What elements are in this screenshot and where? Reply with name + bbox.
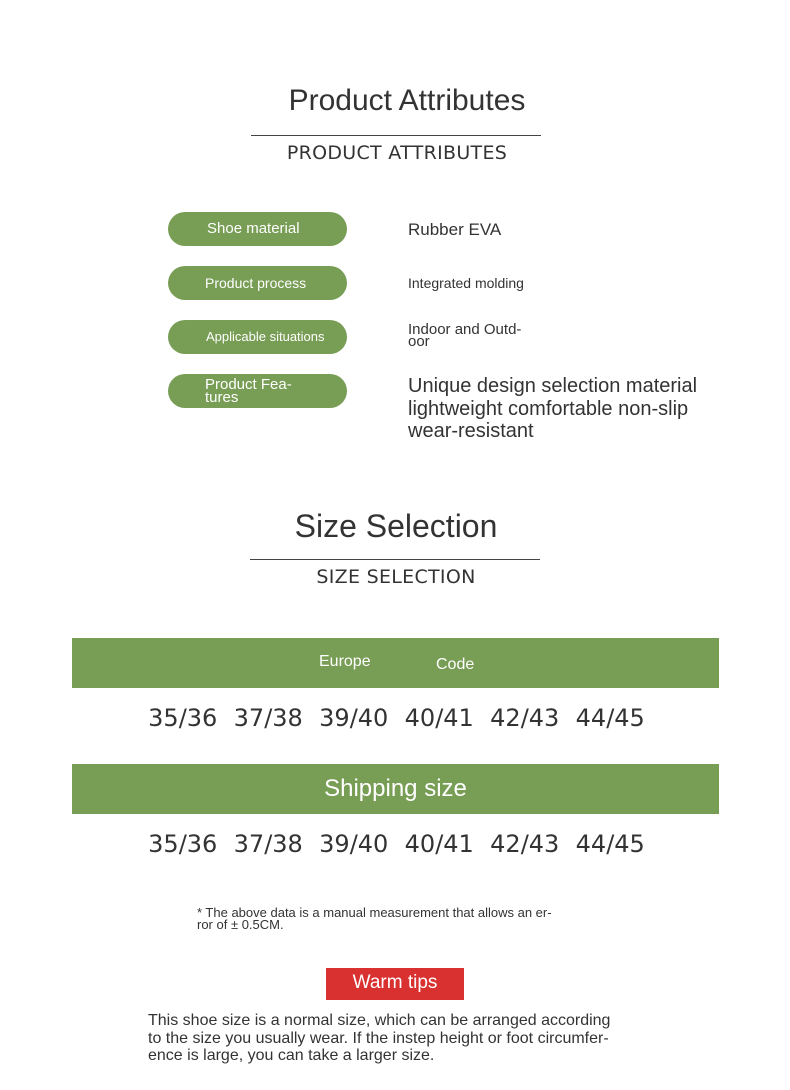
tips-line: This shoe size is a normal size, which can be arranged according (148, 1012, 611, 1029)
warm-tips-badge (326, 968, 464, 1000)
warm-tips-label: Warm tips (352, 971, 438, 993)
attribute-label-product-features (168, 374, 347, 408)
attributes-title: Product Attributes (288, 84, 526, 117)
size-cell: 40/41 (404, 704, 474, 732)
europe-header-word: Europe (319, 653, 371, 670)
attribute-value-product-process: Integrated molding (408, 275, 524, 291)
attribute-value-line: lightweight comfortable non-slip (408, 397, 689, 420)
attribute-label-text: Applicable situations (206, 329, 325, 345)
attribute-value-line: oor (408, 333, 430, 350)
attribute-label-text: Product Fea- (205, 376, 292, 393)
size-title: Size Selection (294, 508, 498, 544)
shipping-sizes-row (140, 830, 660, 858)
size-cell: 42/43 (490, 704, 560, 732)
size-cell: 35/36 (148, 704, 218, 732)
size-cell: 42/43 (490, 830, 560, 858)
attribute-label-product-process (168, 266, 347, 300)
size-cell: 37/38 (233, 704, 303, 732)
europe-sizes-row (140, 704, 660, 732)
attribute-value-applicable-situations (408, 321, 522, 350)
size-subtitle: SIZE SELECTION (316, 566, 476, 588)
size-divider (250, 559, 540, 560)
shipping-size-label: Shipping size (324, 775, 467, 802)
attributes-subtitle: PRODUCT ATTRIBUTES (286, 142, 508, 164)
size-cell: 37/38 (233, 830, 303, 858)
attribute-label-text: tures (205, 389, 239, 406)
tips-line: to the size you usually wear. If the instep height or foot circumfer- (148, 1029, 609, 1047)
size-cell: 44/45 (575, 704, 645, 732)
attribute-value-line: wear-resistant (408, 420, 534, 442)
attribute-value-line: Unique design selection material (408, 375, 698, 397)
size-cell: 35/36 (148, 830, 218, 858)
attribute-value-line: Indoor and Outd- (408, 321, 522, 338)
note-line: ror of ± 0.5CM. (197, 917, 284, 932)
europe-code-header (72, 638, 719, 688)
attributes-divider (251, 135, 541, 136)
attribute-value-shoe-material: Rubber EVA (408, 220, 502, 239)
note-line: * The above data is a manual measurement that allows an er- (197, 905, 552, 920)
code-header-word: Code (436, 656, 475, 673)
attribute-label-applicable-situations (168, 320, 347, 354)
size-cell: 39/40 (319, 704, 389, 732)
size-cell: 44/45 (575, 830, 645, 858)
size-cell: 40/41 (404, 830, 474, 858)
tips-line: ence is large, you can take a larger size. (148, 1047, 435, 1064)
attribute-value-product-features (408, 375, 697, 443)
shipping-size-header (72, 764, 719, 814)
attribute-label-shoe-material (168, 212, 347, 246)
size-cell: 39/40 (319, 830, 389, 858)
warm-tips-text (148, 1012, 610, 1065)
attribute-label-text: Product process (205, 274, 307, 291)
attribute-label-text: Shoe material (207, 220, 300, 238)
measurement-note (197, 907, 552, 931)
